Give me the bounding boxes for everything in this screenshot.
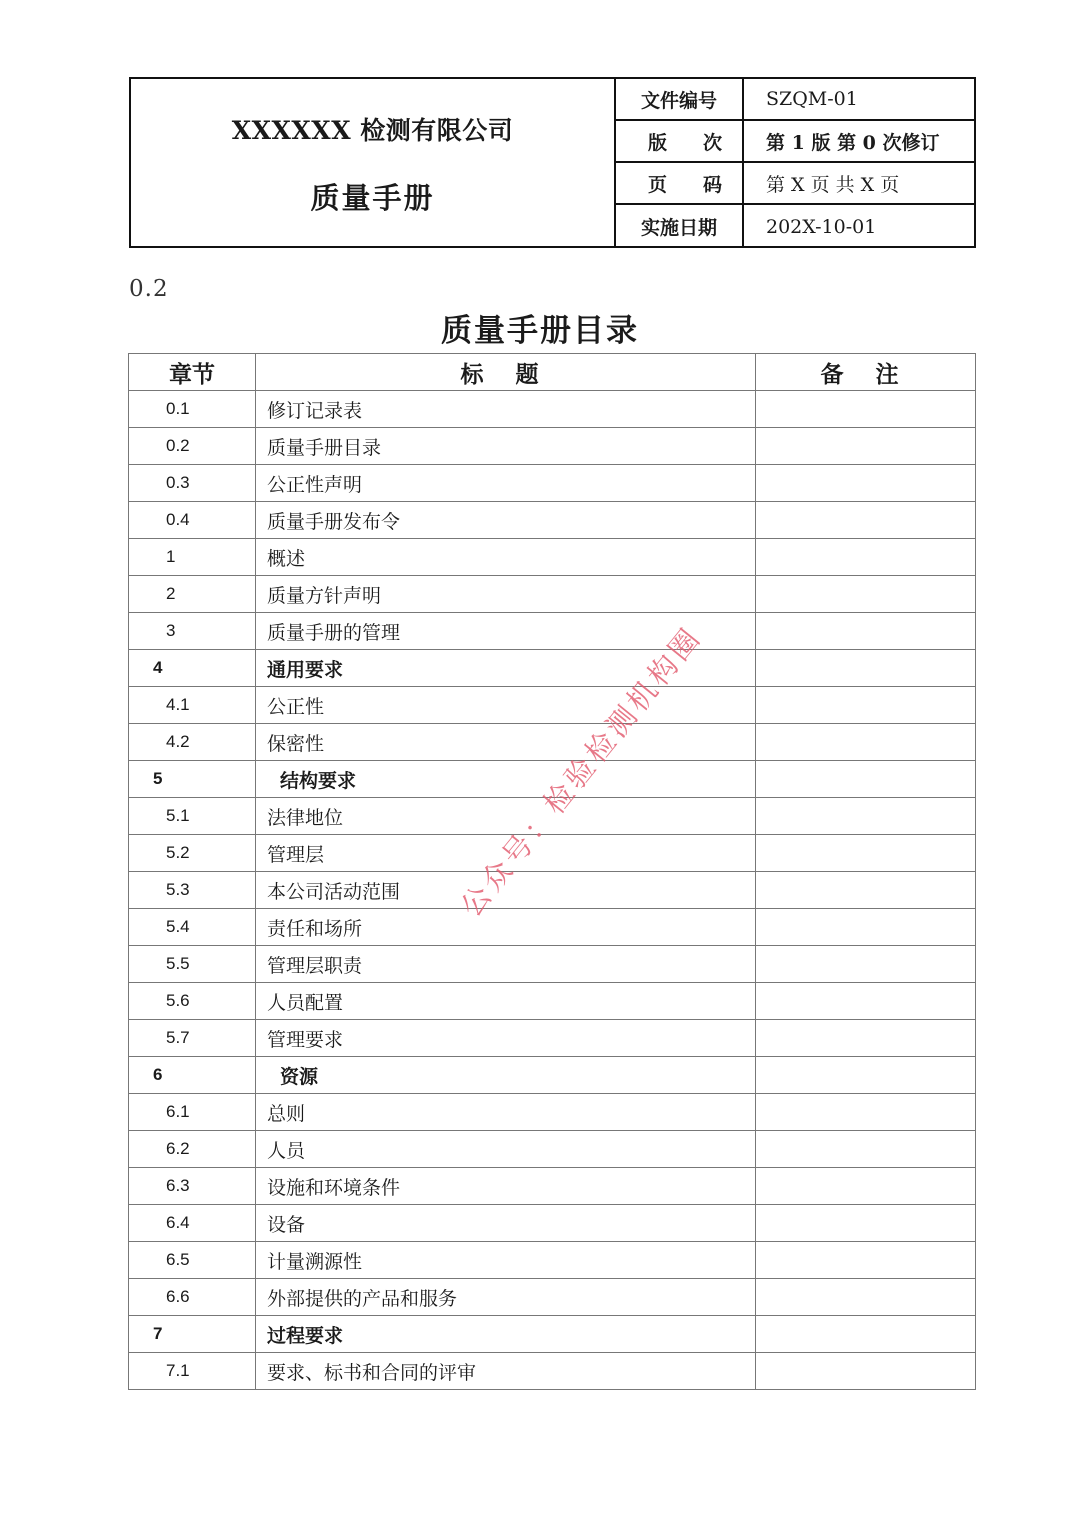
meta-value-effective-date: 202X-10-01 [766, 215, 877, 238]
table-row [129, 909, 976, 946]
table-row [129, 946, 976, 983]
chapter-number: 5.7 [129, 1020, 256, 1057]
chapter-title: 修订记录表 [256, 391, 756, 428]
chapter-number: 0.3 [129, 465, 256, 502]
column-header-note: 备 注 [756, 354, 976, 391]
chapter-note [756, 1242, 976, 1279]
chapter-number: 0.1 [129, 391, 256, 428]
meta-row-page [616, 163, 974, 205]
chapter-number: 5.2 [129, 835, 256, 872]
table-row [129, 835, 976, 872]
table-row [129, 1316, 976, 1353]
column-header-title: 标 题 [256, 354, 756, 391]
chapter-note [756, 687, 976, 724]
toc-header-row [129, 354, 976, 391]
column-header-chapter: 章节 [129, 354, 256, 391]
manual-name: 质量手册 [310, 181, 435, 215]
chapter-note [756, 1131, 976, 1168]
chapter-title: 概述 [256, 539, 756, 576]
chapter-title: 管理要求 [256, 1020, 756, 1057]
chapter-note [756, 1168, 976, 1205]
chapter-title: 总则 [256, 1094, 756, 1131]
chapter-title: 质量手册的管理 [256, 613, 756, 650]
chapter-number: 5.4 [129, 909, 256, 946]
meta-value-doc-number: SZQM-01 [766, 88, 858, 110]
section-number: 0.2 [129, 276, 169, 302]
company-name: XXXXXX 检测有限公司 [231, 116, 514, 145]
chapter-number: 3 [129, 613, 256, 650]
chapter-number: 7 [129, 1316, 256, 1353]
chapter-title: 人员配置 [256, 983, 756, 1020]
chapter-number: 6.1 [129, 1094, 256, 1131]
chapter-number: 7.1 [129, 1353, 256, 1390]
table-row [129, 1279, 976, 1316]
chapter-number: 4.1 [129, 687, 256, 724]
chapter-number: 5.1 [129, 798, 256, 835]
table-row [129, 391, 976, 428]
chapter-note [756, 1205, 976, 1242]
chapter-title: 公正性 [256, 687, 756, 724]
meta-label-version-right: 次 [702, 131, 722, 154]
chapter-title: 管理层 [256, 835, 756, 872]
chapter-number: 5.6 [129, 983, 256, 1020]
toc-table [128, 353, 976, 1390]
header-title-cell [131, 79, 616, 246]
chapter-number: 4.2 [129, 724, 256, 761]
document-header [129, 77, 976, 248]
chapter-note [756, 576, 976, 613]
chapter-title: 要求、标书和合同的评审 [256, 1353, 756, 1390]
chapter-note [756, 613, 976, 650]
table-row [129, 1057, 976, 1094]
table-row [129, 724, 976, 761]
chapter-note [756, 465, 976, 502]
chapter-note [756, 539, 976, 576]
chapter-note [756, 946, 976, 983]
chapter-note [756, 909, 976, 946]
meta-label-doc-number: 文件编号 [616, 79, 744, 119]
table-row [129, 1131, 976, 1168]
table-row [129, 1353, 976, 1390]
chapter-title: 管理层职责 [256, 946, 756, 983]
chapter-number: 6 [129, 1057, 256, 1094]
table-row [129, 502, 976, 539]
meta-label-page-right: 码 [702, 173, 722, 196]
chapter-title: 人员 [256, 1131, 756, 1168]
chapter-number: 5.5 [129, 946, 256, 983]
meta-row-version [616, 121, 974, 163]
chapter-note [756, 1353, 976, 1390]
header-meta [616, 79, 974, 246]
table-row [129, 650, 976, 687]
chapter-note [756, 1279, 976, 1316]
chapter-number: 6.4 [129, 1205, 256, 1242]
chapter-note [756, 1316, 976, 1353]
meta-row-doc-number [616, 79, 974, 121]
table-row [129, 539, 976, 576]
chapter-number: 5 [129, 761, 256, 798]
table-row [129, 1205, 976, 1242]
chapter-note [756, 983, 976, 1020]
chapter-title: 外部提供的产品和服务 [256, 1279, 756, 1316]
chapter-note [756, 835, 976, 872]
chapter-title: 质量手册发布令 [256, 502, 756, 539]
chapter-note [756, 428, 976, 465]
chapter-title: 质量方针声明 [256, 576, 756, 613]
table-row [129, 983, 976, 1020]
meta-label-page [616, 163, 744, 203]
chapter-note [756, 872, 976, 909]
chapter-note [756, 391, 976, 428]
meta-row-effective-date [616, 205, 974, 248]
meta-label-page-left: 页 [648, 173, 668, 196]
chapter-title: 结构要求 [256, 761, 756, 798]
chapter-title: 公正性声明 [256, 465, 756, 502]
table-row [129, 1242, 976, 1279]
chapter-note [756, 1057, 976, 1094]
chapter-title: 过程要求 [256, 1316, 756, 1353]
chapter-number: 0.2 [129, 428, 256, 465]
chapter-number: 6.3 [129, 1168, 256, 1205]
toc-body [129, 391, 976, 1390]
chapter-number: 4 [129, 650, 256, 687]
table-row [129, 613, 976, 650]
table-row [129, 465, 976, 502]
chapter-note [756, 1094, 976, 1131]
chapter-title: 通用要求 [256, 650, 756, 687]
chapter-number: 1 [129, 539, 256, 576]
watermark: 公众号：检验检测机构圈 [453, 619, 709, 924]
chapter-number: 0.4 [129, 502, 256, 539]
chapter-title: 设施和环境条件 [256, 1168, 756, 1205]
chapter-title: 保密性 [256, 724, 756, 761]
meta-label-version [616, 121, 744, 161]
chapter-number: 5.3 [129, 872, 256, 909]
chapter-title: 质量手册目录 [256, 428, 756, 465]
chapter-note [756, 798, 976, 835]
table-row [129, 1020, 976, 1057]
chapter-title: 责任和场所 [256, 909, 756, 946]
meta-label-version-left: 版 [648, 131, 668, 154]
table-row [129, 872, 976, 909]
table-row [129, 687, 976, 724]
chapter-title: 计量溯源性 [256, 1242, 756, 1279]
meta-value-page: 第 X 页 共 X 页 [766, 173, 900, 196]
chapter-number: 6.2 [129, 1131, 256, 1168]
chapter-note [756, 1020, 976, 1057]
chapter-note [756, 724, 976, 761]
table-row [129, 428, 976, 465]
toc-title: 质量手册目录 [441, 313, 639, 349]
chapter-number: 6.6 [129, 1279, 256, 1316]
chapter-title: 资源 [256, 1057, 756, 1094]
chapter-title: 法律地位 [256, 798, 756, 835]
meta-value-version: 第 1 版 第 0 次修订 [766, 131, 940, 154]
meta-label-effective-date: 实施日期 [616, 205, 744, 248]
chapter-note [756, 502, 976, 539]
table-row [129, 576, 976, 613]
chapter-title: 本公司活动范围 [256, 872, 756, 909]
chapter-title: 设备 [256, 1205, 756, 1242]
chapter-note [756, 761, 976, 798]
table-row [129, 1094, 976, 1131]
table-row [129, 1168, 976, 1205]
chapter-number: 6.5 [129, 1242, 256, 1279]
chapter-note [756, 650, 976, 687]
chapter-number: 2 [129, 576, 256, 613]
